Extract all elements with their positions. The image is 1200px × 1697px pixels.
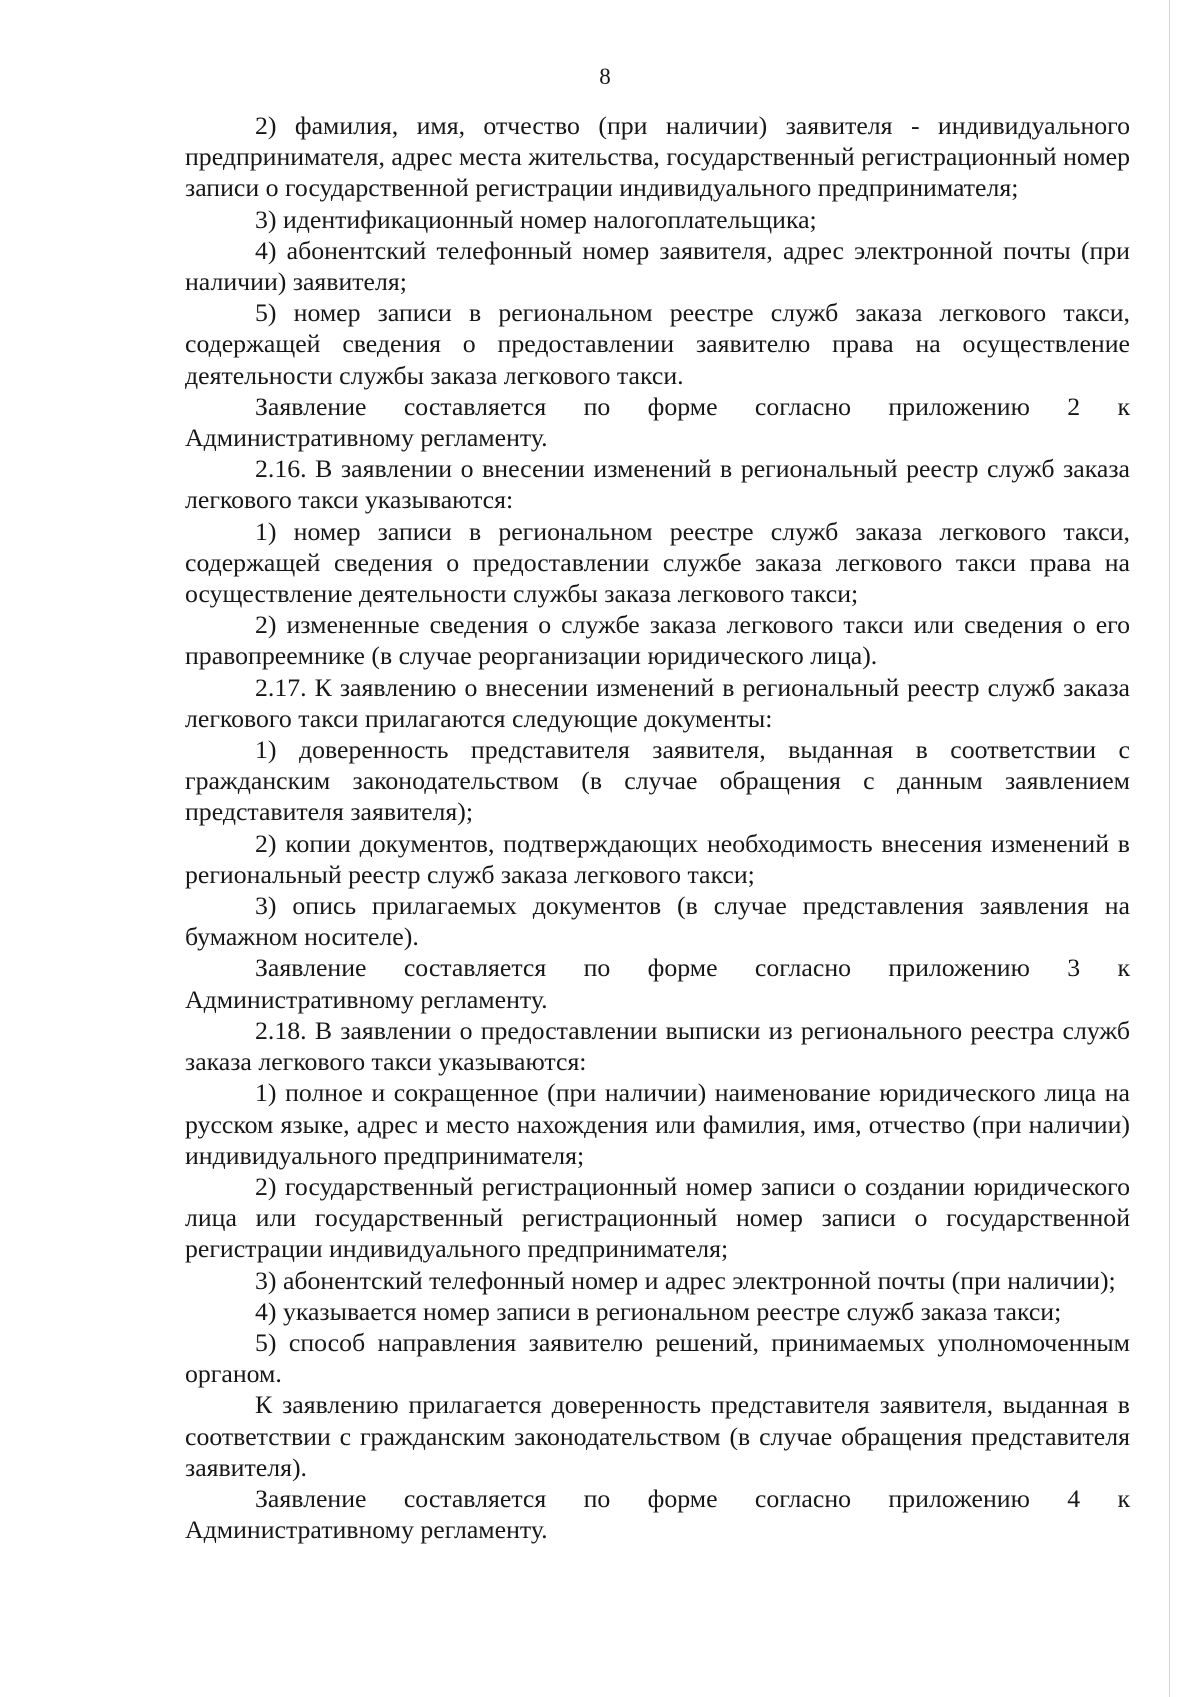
paragraph-item-3-taxpayer-id: 3) идентификационный номер налогоплательщика; [255, 204, 817, 234]
paragraph-form-appendix-4: Заявление составляется по форме согласно приложению 4 к Административному регламенту. [185, 1483, 1130, 1545]
paragraph-2-17-item-1: 1) доверенность представителя заявителя, выданная в соответствии с гражданским законодательством (в случае обращения с данным заявлением представителя заявителя); [185, 735, 1130, 827]
paragraph-form-appendix-3: Заявление составляется по форме согласно приложению 3 к Административному регламенту. [185, 953, 1130, 1014]
scan-edge-line [1169, 0, 1170, 1697]
paragraph-section-2-16: 2.16. В заявлении о внесении изменений в региональный реестр служб заказа легкового такси указываются: [185, 454, 1130, 515]
paragraph-2-16-item-2: 2) измененные сведения о службе заказа легкового такси или сведения о его правопреемнике (в случае реорганизации юридического лица). [185, 610, 1130, 671]
paragraph-2-18-item-5: 5) способ направления заявителю решений, принимаемых уполномоченным органом. [185, 1327, 1130, 1389]
paragraph-2-18-item-4: 4) указывается номер записи в региональном реестре служб заказа такси; [255, 1296, 1062, 1326]
document-body [185, 110, 1130, 1545]
page-number: 8 [599, 64, 611, 89]
paragraph-form-appendix-2: Заявление составляется по форме согласно приложению 2 к Административному регламенту. [185, 391, 1130, 453]
paragraph-section-2-18: 2.18. В заявлении о предоставлении выписки из регионального реестра служб заказа легкового такси указываются: [185, 1015, 1130, 1077]
paragraph-2-18-item-3: 3) абонентский телефонный номер и адрес электронной почты (при наличии); [255, 1265, 1116, 1295]
paragraph-item-5-registry-record: 5) номер записи в региональном реестре служб заказа легкового такси, содержащей сведения о предоставлении заявителю права на осуществление деятельности службы заказа легкового такси. [185, 298, 1130, 390]
paragraph-2-17-item-3: 3) опись прилагаемых документов (в случае представления заявления на бумажном носителе). [185, 891, 1130, 952]
paragraph-2-17-item-2: 2) копии документов, подтверждающих необходимость внесения изменений в региональный реестр служб заказа легкового такси; [185, 828, 1130, 889]
paragraph-2-18-item-1: 1) полное и сокращенное (при наличии) наименование юридического лица на русском языке, адрес и место нахождения или фамилия, имя, отчество (при наличии) индивидуального предпринимателя; [185, 1078, 1130, 1170]
paragraph-2-16-item-1: 1) номер записи в региональном реестре служб заказа легкового такси, содержащей сведения о предоставлении службе заказа легкового такси права на осуществление деятельности службы заказа легкового такси; [185, 516, 1130, 609]
paragraph-section-2-17: 2.17. К заявлению о внесении изменений в региональный реестр служб заказа легкового такси прилагаются следующие документы: [185, 672, 1130, 733]
paragraph-power-of-attorney: К заявлению прилагается доверенность представителя заявителя, выданная в соответствии с гражданским законодательством (в случае обращения представителя заявителя). [185, 1390, 1130, 1482]
paragraph-2-18-item-2: 2) государственный регистрационный номер записи о создании юридического лица или государственный регистрационный номер записи о государственной регистрации индивидуального предпринимателя; [185, 1171, 1130, 1264]
paragraph-item-2-applicant-name: 2) фамилия, имя, отчество (при наличии) заявителя - индивидуального предпринимателя, адрес места жительства, государственный регистрационный номер записи о государственной регистрации индивидуального предпринимателя; [185, 111, 1130, 203]
paragraph-item-4-phone-email: 4) абонентский телефонный номер заявителя, адрес электронной почты (при наличии) заявителя; [185, 235, 1130, 297]
